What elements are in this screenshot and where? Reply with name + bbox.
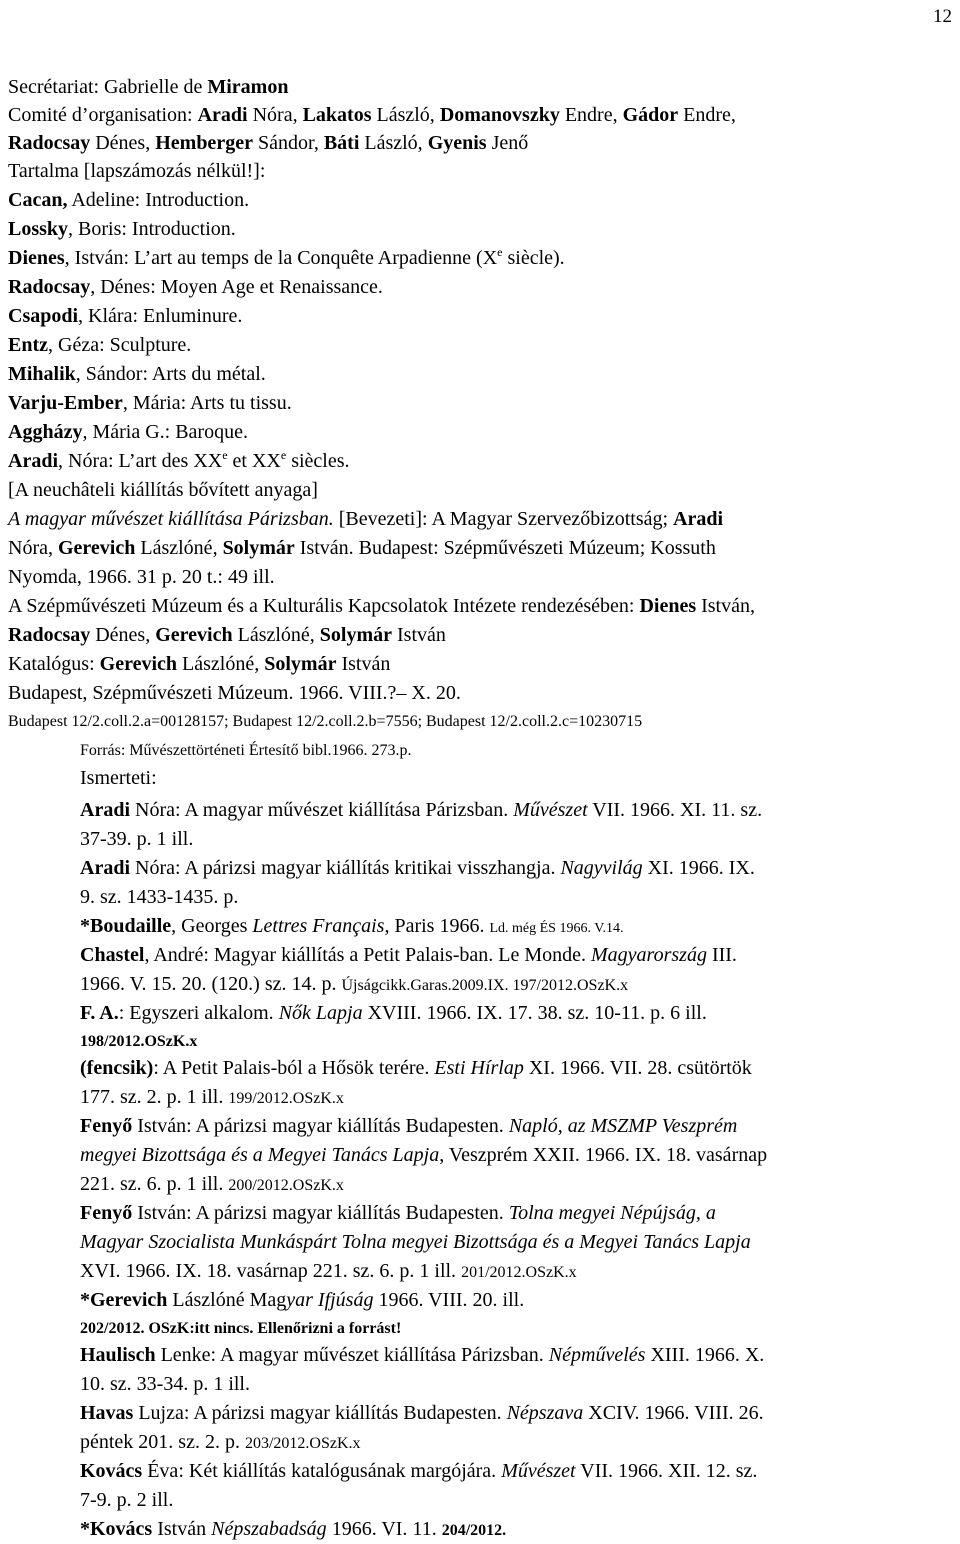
- author-name: 202/2012. OSzK:itt nincs. Ellenőrizni a forrást!: [80, 1320, 402, 1337]
- publication-title: Népművelés: [548, 1344, 646, 1366]
- text-segment: Katalógus:: [8, 653, 100, 675]
- text-segment: siècles.: [286, 450, 350, 472]
- author-name: Gerevich: [155, 624, 233, 646]
- publication-title: Népszava: [506, 1402, 584, 1424]
- text-segment: III.: [706, 944, 737, 966]
- text-line: [8, 419, 248, 445]
- text-line: [80, 855, 755, 881]
- author-name: Aradi: [197, 104, 248, 126]
- text-line: [8, 390, 292, 416]
- text-segment: István: [152, 1518, 212, 1540]
- text-segment: Dénes,: [90, 132, 156, 154]
- author-name: Varju-Ember: [8, 392, 123, 414]
- author-name: *Kovács: [80, 1518, 153, 1540]
- text-segment: , István: L’art au temps de la Conquête Arpadienne (X: [64, 247, 498, 269]
- text-segment: XI. 1966. IX.: [642, 857, 755, 879]
- text-segment: István: [392, 624, 446, 646]
- author-name: Lossky: [8, 218, 69, 240]
- author-name: Kovács: [80, 1460, 143, 1482]
- author-name: Gerevich: [99, 653, 178, 675]
- text-segment: 199/2012.OSzK.x: [228, 1090, 344, 1107]
- text-line: [80, 1287, 524, 1313]
- text-segment: Nóra,: [247, 104, 303, 126]
- text-line: [80, 1142, 767, 1168]
- text-segment: László,: [371, 104, 440, 126]
- text-segment: Nóra,: [8, 537, 58, 559]
- text-segment: István: A párizsi magyar kiállítás Budapesten.: [132, 1202, 509, 1224]
- author-name: 198/2012.OSzK.x: [80, 1033, 198, 1050]
- text-segment: 9. sz. 1433-1435. p.: [80, 886, 239, 908]
- text-segment: Dénes,: [90, 624, 156, 646]
- text-segment: István: [336, 653, 391, 675]
- text-segment: 1966. V. 15. 20. (120.) sz. 14. p.: [80, 973, 342, 995]
- author-name: Lakatos: [302, 104, 372, 126]
- text-line: [8, 274, 383, 300]
- author-name: Aradi: [80, 799, 130, 821]
- text-segment: Tartalma [lapszámozás nélkül!]:: [8, 160, 266, 182]
- author-name: Fenyő: [80, 1202, 133, 1224]
- text-line: [80, 971, 628, 999]
- publication-title: Magyar Szocialista Munkáspárt Tolna megyei Bizottsága és a Megyei Tanács Lapja: [80, 1231, 751, 1253]
- text-line: [80, 1429, 361, 1457]
- publication-title: Népszabadság: [211, 1518, 327, 1540]
- text-line: [8, 477, 318, 503]
- publication-title: Esti Hírlap: [434, 1057, 524, 1079]
- author-name: Dienes: [8, 247, 65, 269]
- author-name: Csapodi: [8, 305, 79, 327]
- text-line: [8, 74, 288, 100]
- text-line: [8, 535, 716, 561]
- text-segment: et XX: [227, 450, 281, 472]
- text-line: [80, 1400, 764, 1426]
- author-name: F. A.: [80, 1002, 119, 1024]
- text-segment: XIII. 1966. X.: [645, 1344, 765, 1366]
- author-name: Mihalik: [8, 363, 76, 385]
- author-name: Havas: [80, 1402, 134, 1424]
- text-line: [8, 332, 191, 358]
- text-line: [8, 187, 249, 213]
- author-name: Solymár: [264, 653, 337, 675]
- text-line: [80, 1229, 751, 1255]
- text-segment: Jenő: [486, 132, 529, 154]
- text-line: [80, 1342, 764, 1368]
- text-segment: XI. 1966. VII. 28. csütörtök: [523, 1057, 752, 1079]
- text-line: [80, 1258, 577, 1286]
- text-line: [80, 942, 737, 968]
- publication-title: Nagyvilág: [560, 857, 643, 879]
- text-segment: , Boris: Introduction.: [68, 218, 236, 240]
- text-segment: 203/2012.OSzK.x: [244, 1435, 361, 1452]
- author-name: Domanovszky: [439, 104, 560, 126]
- text-segment: siècle).: [502, 247, 565, 269]
- text-line: [80, 1084, 344, 1112]
- author-name: Báti: [323, 132, 360, 154]
- text-line: [80, 1487, 173, 1513]
- text-segment: 1966. VIII. 20. ill.: [373, 1289, 525, 1311]
- text-line: [80, 1171, 344, 1199]
- text-line: [8, 593, 755, 619]
- text-segment: , Sándor: Arts du métal.: [75, 363, 266, 385]
- text-segment: Comité d’organisation:: [8, 104, 198, 126]
- text-line: [8, 448, 350, 474]
- text-line: [80, 1113, 737, 1139]
- text-line: [8, 130, 528, 156]
- text-segment: Budapest, Szépművészeti Múzeum. 1966. VIII.?– X. 20.: [8, 682, 461, 704]
- text-segment: , Paris 1966.: [384, 915, 490, 937]
- publication-title: Magyarország: [591, 944, 707, 966]
- author-name: Radocsay: [8, 132, 91, 154]
- publication-title: Lettres Français: [252, 915, 385, 937]
- text-segment: Ld. még ÉS 1966. V.14.: [489, 921, 624, 936]
- text-segment: Ismerteti:: [80, 767, 157, 789]
- text-segment: XCIV. 1966. VIII. 26.: [583, 1402, 764, 1424]
- text-segment: Lenke: A magyar művészet kiállítása Párizsban.: [155, 1344, 549, 1366]
- text-line: [8, 680, 461, 706]
- text-line: [8, 158, 265, 184]
- author-name: Fenyő: [80, 1115, 133, 1137]
- author-name: Gyenis: [427, 132, 487, 154]
- text-segment: István: A párizsi magyar kiállítás Budapesten.: [132, 1115, 509, 1137]
- text-segment: , Dénes: Moyen Age et Renaissance.: [90, 276, 383, 298]
- text-segment: 200/2012.OSzK.x: [228, 1177, 344, 1194]
- author-name: Radocsay: [8, 276, 91, 298]
- text-segment: Endre,: [678, 104, 736, 126]
- author-name: Entz: [8, 334, 48, 356]
- text-segment: A Szépművészeti Múzeum és a Kulturális Kapcsolatok Intézete rendezésében:: [8, 595, 640, 617]
- text-segment: Budapest 12/2.coll.2.a=00128157; Budapest 12/2.coll.2.b=7556; Budapest 12/2.coll.2.c=10230715: [8, 713, 643, 730]
- text-segment: Éva: Két kiállítás katalógusának margójára.: [142, 1460, 502, 1482]
- text-line: [80, 1371, 250, 1397]
- text-line: [8, 361, 266, 387]
- author-name: 204/2012.: [441, 1522, 507, 1539]
- text-line: [80, 884, 238, 910]
- text-line: [80, 1316, 401, 1342]
- author-name: Gerevich: [57, 537, 136, 559]
- text-line: [8, 651, 390, 677]
- text-line: [80, 826, 193, 852]
- text-segment: , Géza: Sculpture.: [48, 334, 192, 356]
- author-name: Aradi: [673, 508, 724, 530]
- text-segment: 1966. VI. 11.: [326, 1518, 442, 1540]
- superscript: e: [497, 245, 503, 259]
- text-line: [8, 506, 723, 532]
- text-line: [8, 303, 242, 329]
- text-line: [8, 216, 236, 242]
- publication-title: A magyar művészet kiállítása Párizsban.: [8, 508, 334, 530]
- text-line: [80, 1055, 752, 1081]
- text-segment: Forrás: Művészettörténeti Értesítő bibl.1966. 273.p.: [80, 742, 412, 759]
- publication-title: yar Ifjúság: [286, 1289, 374, 1311]
- text-segment: Nóra: A magyar művészet kiállítása Párizsban.: [130, 799, 514, 821]
- author-name: (fencsik): [80, 1057, 154, 1079]
- text-line: [80, 1516, 506, 1544]
- text-line: [80, 797, 762, 823]
- author-name: Miramon: [207, 76, 289, 98]
- text-segment: XVI. 1966. IX. 18. vasárnap 221. sz. 6. p. 1 ill.: [80, 1260, 462, 1282]
- text-segment: , Mária: Arts tu tissu.: [122, 392, 292, 414]
- text-segment: Lászlóné,: [135, 537, 223, 559]
- author-name: Cacan,: [8, 189, 68, 211]
- text-segment: 7-9. p. 2 ill.: [80, 1489, 174, 1511]
- text-line: [80, 738, 412, 764]
- text-segment: 10. sz. 33-34. p. 1 ill.: [80, 1373, 250, 1395]
- text-line: [80, 1000, 707, 1026]
- author-name: Radocsay: [8, 624, 91, 646]
- author-name: Aradi: [80, 857, 130, 879]
- author-name: Chastel: [80, 944, 145, 966]
- text-segment: Lászlóné,: [177, 653, 265, 675]
- text-line: [80, 1458, 757, 1484]
- publication-title: Napló, az MSZMP Veszprém: [508, 1115, 738, 1137]
- author-name: *Boudaille: [80, 915, 172, 937]
- text-segment: Nóra: A párizsi magyar kiállítás kritikai visszhangja.: [130, 857, 561, 879]
- publication-title: Művészet: [501, 1460, 576, 1482]
- text-segment: Lászlóné Mag: [167, 1289, 287, 1311]
- text-line: [80, 765, 157, 791]
- text-segment: István,: [696, 595, 755, 617]
- text-segment: Nyomda, 1966. 31 p. 20 t.: 49 ill.: [8, 566, 275, 588]
- page-number: 12: [933, 6, 952, 27]
- text-line: [8, 102, 736, 128]
- text-segment: VII. 1966. XII. 12. sz.: [575, 1460, 758, 1482]
- author-name: Solymár: [319, 624, 393, 646]
- text-segment: Endre,: [559, 104, 623, 126]
- text-segment: 221. sz. 6. p. 1 ill.: [80, 1173, 229, 1195]
- text-segment: : Egyszeri alkalom.: [118, 1002, 279, 1024]
- text-segment: Secrétariat: Gabrielle de: [8, 76, 208, 98]
- text-line: [8, 564, 275, 590]
- author-name: Aggházy: [8, 421, 83, 443]
- text-segment: , Nóra: L’art des XX: [58, 450, 223, 472]
- text-segment: István. Budapest: Szépművészeti Múzeum; Kossuth: [294, 537, 716, 559]
- text-segment: [A neuchâteli kiállítás bővített anyaga]: [8, 479, 318, 501]
- text-line: [80, 913, 624, 942]
- publication-title: Művészet: [513, 799, 588, 821]
- text-line: [8, 622, 446, 648]
- text-line: [80, 1200, 716, 1226]
- text-segment: Adeline: Introduction.: [67, 189, 250, 211]
- text-segment: 201/2012.OSzK.x: [461, 1264, 577, 1281]
- text-segment: , Mária G.: Baroque.: [82, 421, 248, 443]
- publication-title: Tolna megyei Népújság, a: [508, 1202, 716, 1224]
- publication-title: Nők Lapja: [278, 1002, 363, 1024]
- text-segment: [Bevezeti]: A Magyar Szervezőbizottság;: [333, 508, 674, 530]
- text-segment: Lujza: A párizsi magyar kiállítás Budapesten.: [133, 1402, 507, 1424]
- text-segment: 177. sz. 2. p. 1 ill.: [80, 1086, 229, 1108]
- text-segment: Sándor,: [252, 132, 324, 154]
- text-line: [8, 245, 565, 271]
- text-segment: VII. 1966. XI. 11. sz.: [587, 799, 763, 821]
- text-segment: László,: [359, 132, 428, 154]
- author-name: Aradi: [8, 450, 58, 472]
- superscript: e: [222, 448, 228, 462]
- text-segment: péntek 201. sz. 2. p.: [80, 1431, 245, 1453]
- publication-title: megyei Bizottsága és a Megyei Tanács Lapja: [80, 1144, 440, 1166]
- text-line: [8, 709, 642, 735]
- author-name: Gádor: [622, 104, 679, 126]
- text-segment: Lászlóné,: [232, 624, 320, 646]
- author-name: Dienes: [639, 595, 697, 617]
- text-line: [80, 1029, 197, 1055]
- author-name: Hemberger: [155, 132, 253, 154]
- text-segment: , André: Magyar kiállítás a Petit Palais-ban. Le Monde.: [144, 944, 592, 966]
- text-segment: , Klára: Enluminure.: [78, 305, 243, 327]
- text-segment: XVIII. 1966. IX. 17. 38. sz. 10-11. p. 6 ill.: [362, 1002, 707, 1024]
- text-segment: Újságcikk.Garas.2009.IX. 197/2012.OSzK.x: [341, 977, 629, 994]
- superscript: e: [280, 448, 287, 462]
- text-segment: 37-39. p. 1 ill.: [80, 828, 194, 850]
- text-segment: , Veszprém XXII. 1966. IX. 18. vasárnap: [439, 1144, 768, 1166]
- author-name: Haulisch: [80, 1344, 156, 1366]
- author-name: Solymár: [222, 537, 295, 559]
- text-segment: : A Petit Palais-ból a Hősök terére.: [153, 1057, 435, 1079]
- text-segment: , Georges: [171, 915, 253, 937]
- author-name: *Gerevich: [80, 1289, 168, 1311]
